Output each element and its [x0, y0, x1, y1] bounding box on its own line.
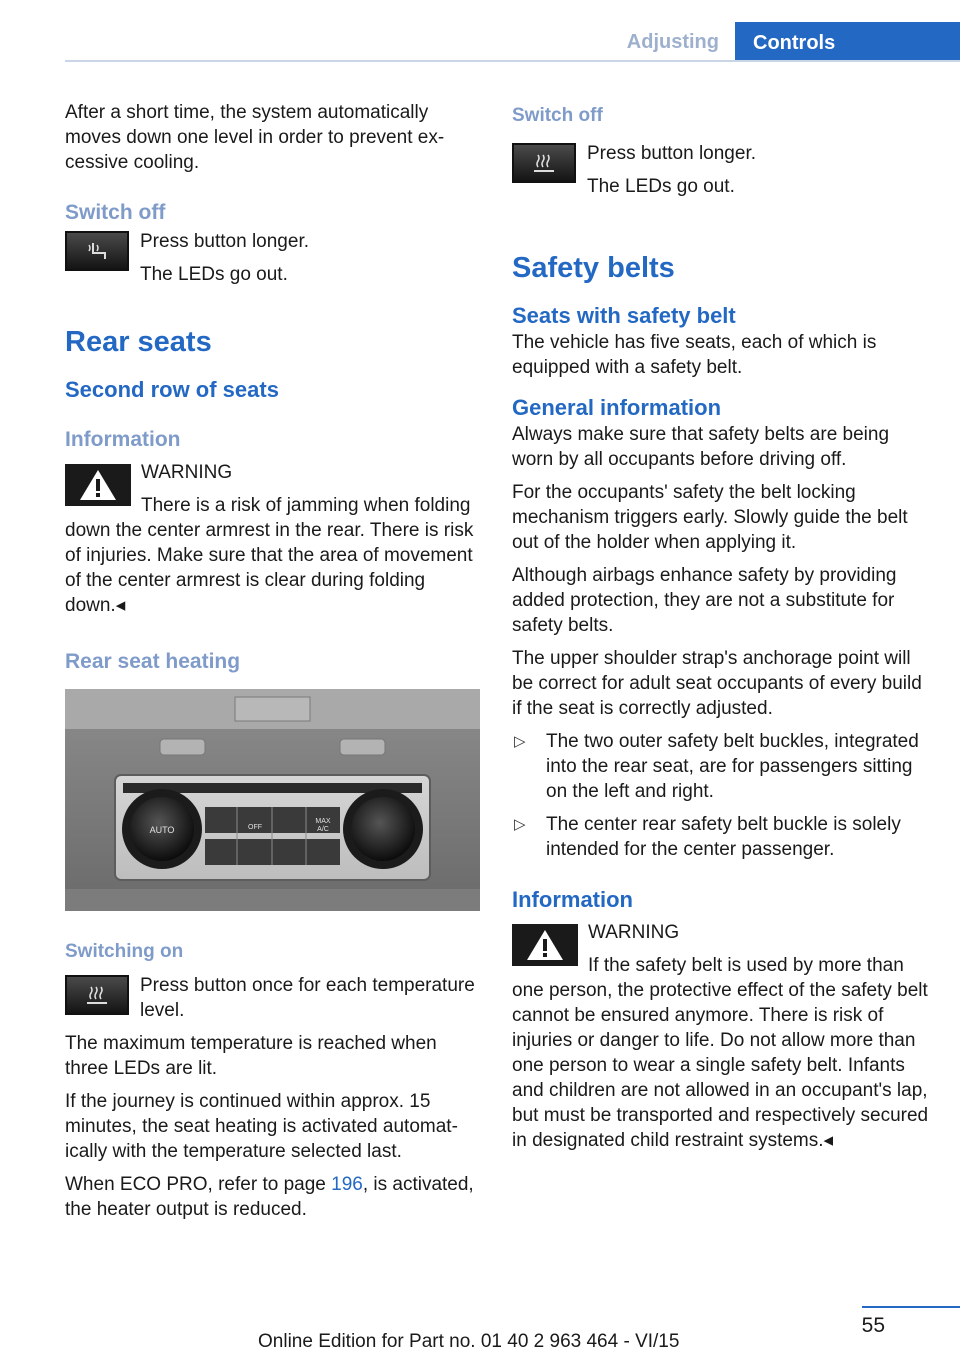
list-item	[512, 812, 932, 862]
warning-label-2: WARNING	[588, 922, 680, 943]
bullet-icon: ▷	[514, 733, 526, 750]
switching-on-heading: Switching on	[65, 941, 184, 962]
warning-label: WARNING	[141, 462, 233, 483]
photo-label-max: MAX	[315, 818, 331, 825]
intro-paragraph: After a short time, the system automatically moves down one level in order to prevent excessive cooling.	[65, 102, 445, 173]
switch-off-heading-2: Switch off	[512, 105, 603, 126]
warning-text-2: If the safety belt is used by more than one person, the protective effect of the safety belt cannot be ensured anymore. There is risk of injuries or danger to life. Do not allow more than one person to wear a single safety belt. Infants and children are not allowed in an occupant's lap, but must be transported and respectively secured in designated child restraint systems.◂	[512, 955, 929, 1151]
safety-belts-heading: Safety belts	[512, 252, 675, 284]
page-196-link[interactable]: 196	[331, 1174, 363, 1195]
header-rule	[65, 60, 960, 62]
warning-triangle-icon	[512, 924, 578, 966]
warning-text: There is a risk of jamming when folding down the center armrest in the rear. There is risk of injuries. Make sure that the area of movement of the center armrest is clear during folding down.◂	[65, 495, 474, 616]
eco-pro-paragraph	[65, 1172, 483, 1222]
footer-rule	[862, 1306, 960, 1308]
switch-off-row	[65, 229, 483, 287]
eco-pro-text-start: When ECO PRO, refer to page	[65, 1174, 332, 1195]
switch-off-2-line2: The LEDs go out.	[587, 176, 735, 197]
always-paragraph: Always make sure that safety belts are being worn by all occupants before driving off.	[512, 424, 890, 470]
left-column	[65, 100, 483, 1222]
switch-off-row-2	[512, 141, 932, 199]
warning-box-2	[512, 920, 932, 1153]
rear-seats-heading: Rear seats	[65, 326, 212, 358]
eco-pro-text-end: , is activated, the heater output is reduced.	[65, 1174, 474, 1220]
bullet-text: The center rear safety belt buckle is solely intended for the center passenger.	[546, 814, 901, 860]
header-section-label: Adjusting	[626, 31, 719, 53]
information-heading: Information	[65, 428, 181, 451]
seat-heating-icon	[512, 143, 576, 183]
information-heading-2: Information	[512, 887, 633, 912]
switch-off-2-line1: Press button longer.	[587, 143, 756, 164]
right-column	[512, 100, 932, 1153]
edition-line: Online Edition for Part no. 01 40 2 963 464 - VI/15	[258, 1331, 680, 1352]
switch-off-line2: The LEDs go out.	[140, 264, 288, 285]
bullet-icon: ▷	[514, 816, 526, 833]
photo-label-ac: A/C	[317, 826, 329, 833]
max-temp-paragraph: The maximum temperature is reached when three LEDs are lit.	[65, 1033, 437, 1079]
seat-ventilation-icon	[65, 231, 129, 271]
five-seats-paragraph: The vehicle has five seats, each of which is equipped with a safety belt.	[512, 332, 877, 378]
header-tab-controls[interactable]: Controls	[735, 22, 960, 62]
switch-off-heading: Switch off	[65, 201, 166, 224]
seat-heating-icon	[65, 975, 129, 1015]
airbags-paragraph: Although airbags enhance safety by providing added protection, they are not a substitute for safety belts.	[512, 565, 897, 636]
seats-with-belt-heading: Seats with safety belt	[512, 303, 736, 328]
warning-box	[65, 460, 483, 618]
occupants-paragraph: For the occupants' safety the belt locking mechanism triggers early. Slowly guide the belt out of the holder when applying it.	[512, 482, 908, 553]
second-row-heading: Second row of seats	[65, 377, 279, 402]
list-item	[512, 729, 932, 804]
journey-paragraph: If the journey is continued within approx. 15 minutes, the seat heating is activated automatically with the temperature selected last.	[65, 1091, 458, 1162]
climate-panel-photo	[65, 689, 483, 911]
bullet-text: The two outer safety belt buckles, integrated into the rear seat, are for passengers sitting on the left and right.	[546, 731, 919, 802]
warning-triangle-icon	[65, 464, 131, 506]
switching-on-row	[65, 973, 483, 1023]
upper-strap-paragraph: The upper shoulder strap's anchorage point will be correct for adult seat occupants of every build if the seat is correctly adjusted.	[512, 648, 922, 719]
rear-seat-heating-heading: Rear seat heating	[65, 650, 241, 673]
general-information-heading: General information	[512, 395, 722, 420]
switch-off-line1: Press button longer.	[140, 231, 309, 252]
page-number: 55	[861, 1314, 885, 1337]
photo-label-off: OFF	[248, 824, 262, 831]
switching-on-text: Press button once for each temperature level.	[140, 975, 475, 1021]
photo-label-auto: AUTO	[149, 825, 175, 835]
